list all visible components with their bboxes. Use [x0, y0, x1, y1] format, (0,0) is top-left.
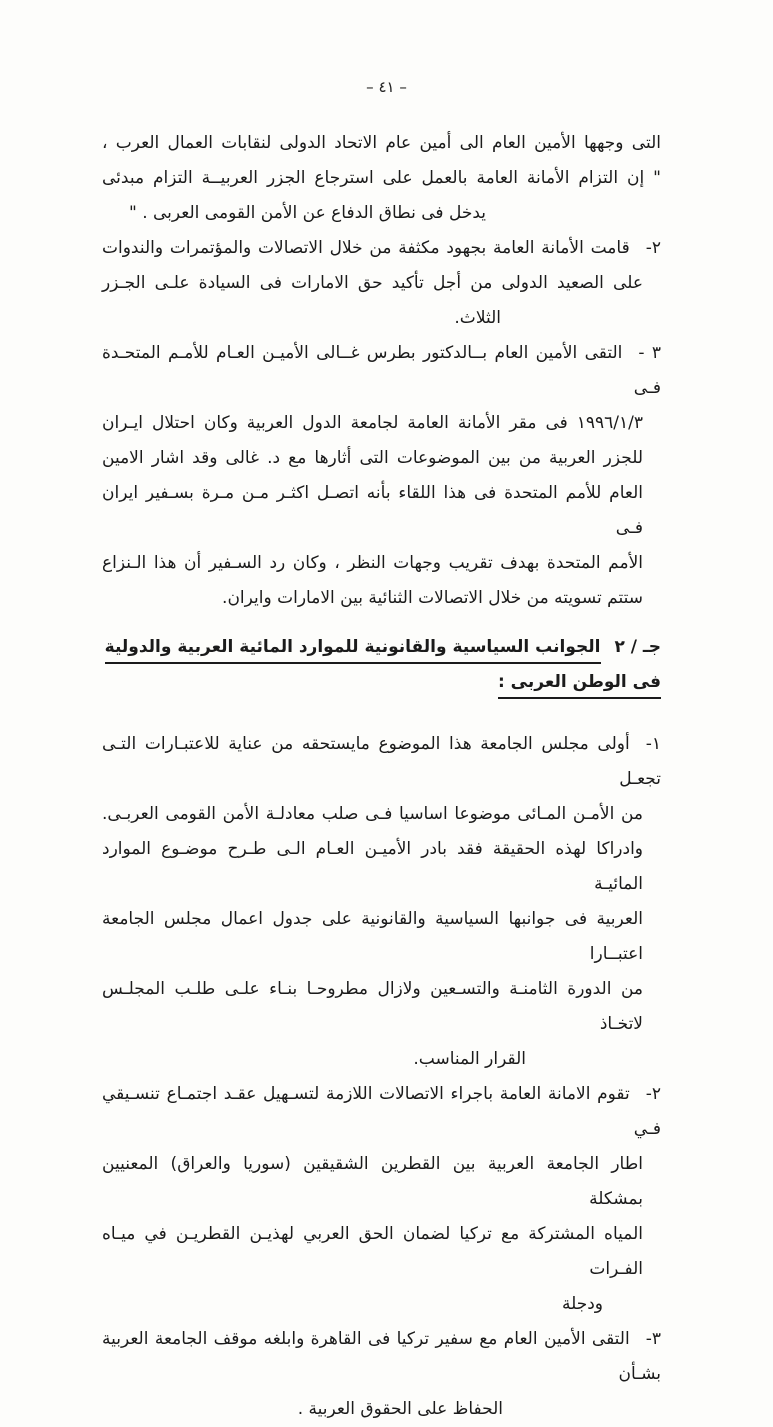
text-line: القرار المناسب. [413, 1049, 526, 1069]
item-text: قامت الأمانة العامة بجهود مكثفة من خلال الاتصالات والمؤتمرات والندوات [102, 238, 630, 258]
intro-paragraph [102, 126, 661, 231]
section-heading [102, 630, 661, 700]
text-line [102, 336, 661, 406]
item-number: ١- [645, 734, 661, 754]
page-body [102, 126, 661, 1427]
text-line: يدخل فى نطاق الدفاع عن الأمن القومى العربى . " [128, 203, 486, 223]
text-line: الثلاث. [454, 308, 501, 328]
text-line: ستتم تسويته من خلال الاتصالات الثنائية بين الامارات وايران. [222, 588, 643, 608]
section-heading-number: جـ / ٢ [614, 637, 661, 657]
list-item [102, 1322, 661, 1427]
item-number: ٣- [645, 1329, 661, 1349]
text-line: العربية فى جوانبها السياسية والقانونية على جدول اعمال مجلس الجامعة اعتبــارا [102, 909, 643, 964]
text-line: ودجلة [561, 1294, 603, 1314]
text-line: " إن التزام الأمانة العامة بالعمل على استرجاع الجزر العربيــة التزام مبدئى [102, 168, 661, 188]
item-number: ٢- [645, 238, 661, 258]
list-item [102, 231, 661, 336]
text-line: للجزر العربية من بين الموضوعات التى أثارها مع د. غالى وقد اشار الامين [102, 448, 643, 468]
item-text: أولى مجلس الجامعة هذا الموضوع مايستحقه من عناية للاعتبـارات التـى تجعـل [102, 734, 661, 789]
item-text: التقى الأمين العام مع سفير تركيا فى القاهرة وابلغه موقف الجامعة العربية بشـأن [102, 1329, 661, 1384]
text-line: على الصعيد الدولى من أجل تأكيد حق الامارات فى السيادة علـى الجـزر [102, 273, 643, 293]
text-line: الأمم المتحدة بهدف تقريب وجهات النظر ، وكان رد السـفير أن هذا الـنزاع [102, 553, 643, 573]
list-item [102, 727, 661, 1077]
list-item [102, 336, 661, 616]
section1-items [102, 231, 661, 616]
section2-items [102, 727, 661, 1427]
text-line [102, 727, 661, 797]
text-line [102, 231, 661, 266]
text-line: التى وجهها الأمين العام الى أمين عام الاتحاد الدولى لنقابات العمال العرب ، [102, 133, 661, 153]
text-line: ١٩٩٦/١/٣ فى مقر الأمانة العامة لجامعة الدول العربية وكان احتلال ايـران [102, 413, 643, 433]
item-number: ٢- [645, 1084, 661, 1104]
text-line: العام للأمم المتحدة فى هذا اللقاء بأنه اتصـل اكثـر مـن مـرة بسـفير ايران فـى [102, 483, 643, 538]
text-line: من الدورة الثامنـة والتسـعين ولازال مطروحـا بنـاء علـى طلـب المجلـس لاتخـاذ [102, 979, 643, 1034]
item-number: ٣ - [638, 343, 662, 363]
page-number: – ٤١ – [366, 78, 407, 96]
text-line: وادراكا لهذه الحقيقة فقد بادر الأميـن العـام الـى طـرح موضـوع الموارد المائيـة [102, 839, 643, 894]
text-line: اطار الجامعة العربية بين القطرين الشقيقين (سوريا والعراق) المعنيين بمشكلة [102, 1154, 643, 1209]
text-line: المياه المشتركة مع تركيا لضمان الحق العربي لهذيـن القطريـن في ميـاه الفـرات [102, 1224, 643, 1279]
list-item [102, 1077, 661, 1322]
item-text: التقى الأمين العام بــالدكتور بطرس غــالى الأميـن العـام للأمـم المتحـدة فـى [102, 343, 661, 398]
text-line [102, 1322, 661, 1392]
text-line [102, 1077, 661, 1147]
text-line: الحفاظ على الحقوق العربية . [297, 1399, 503, 1419]
section-heading-title: الجوانب السياسية والقانونية للموارد المائية العربية والدولية فى الوطن العربى : [105, 637, 661, 699]
item-text: تقوم الامانة العامة باجراء الاتصالات اللازمة لتسـهيل عقـد اجتمـاع تنسـيقي فـي [102, 1084, 661, 1139]
text-line: من الأمـن المـائى موضوعا اساسيا فـى صلب معادلـة الأمن القومى العربـى. [102, 804, 643, 824]
